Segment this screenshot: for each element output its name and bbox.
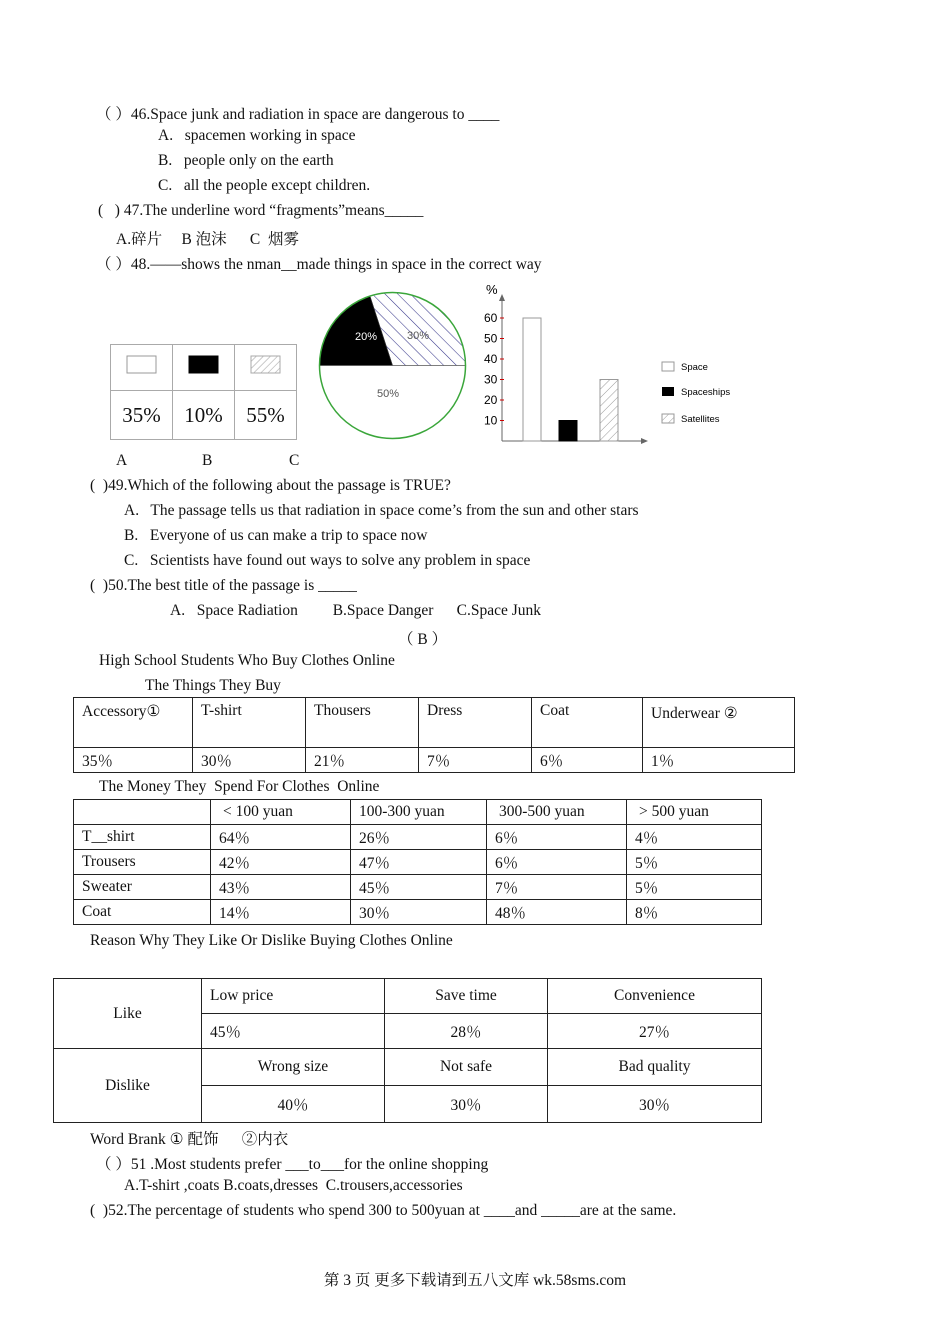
- dislike-label: Dislike: [54, 1049, 202, 1123]
- like-value-3: 27％: [548, 1014, 762, 1049]
- option-label-c: C: [289, 452, 300, 469]
- money-header-2: 100-300 yuan: [351, 800, 487, 825]
- money-header-3: 300-500 yuan: [487, 800, 627, 825]
- money-cell: 42％: [211, 850, 351, 875]
- dislike-value-1: 40％: [202, 1086, 385, 1123]
- money-cell: 5％: [627, 850, 762, 875]
- things-value-1: 35％: [74, 748, 193, 773]
- q49-option-b: B. Everyone of us can make a trip to space now: [124, 527, 428, 544]
- money-cell: 48％: [487, 900, 627, 925]
- x-arrow-icon: [641, 438, 648, 444]
- legend-satellites: Satellites: [681, 414, 720, 425]
- reason-table: [53, 978, 762, 1123]
- option-a-value-2: 10%: [173, 391, 235, 440]
- spaceships-swatch-cell: [173, 345, 235, 391]
- things-header-5: Coat: [532, 698, 643, 748]
- money-row-label: Coat: [74, 900, 211, 925]
- option-a-value-3: 55%: [235, 391, 297, 440]
- space-swatch: [126, 355, 158, 375]
- like-value-2: 28％: [385, 1014, 548, 1049]
- like-label: Like: [54, 979, 202, 1049]
- money-cell: 64％: [211, 825, 351, 850]
- money-header-1: < 100 yuan: [211, 800, 351, 825]
- money-row-label: T__shirt: [74, 825, 211, 850]
- bar-spaceships: [559, 421, 577, 442]
- money-title: The Money They Spend For Clothes Online: [99, 778, 380, 795]
- money-cell: 43％: [211, 875, 351, 900]
- option-label-b: B: [202, 452, 213, 469]
- q46-stem: （ ）46.Space junk and radiation in space are dangerous to ____: [96, 106, 500, 123]
- bar-tick-label: 10: [484, 413, 498, 428]
- bar-tick-label: 50: [484, 331, 498, 346]
- dislike-header-2: Not safe: [385, 1049, 548, 1086]
- table-row: [74, 825, 762, 850]
- bar-y-label: %: [486, 282, 498, 297]
- q46-option-c: C. all the people except children.: [158, 177, 371, 194]
- reason-title: Reason Why They Like Or Dislike Buying Clothes Online: [90, 932, 453, 949]
- option-c-bar-chart: [480, 280, 740, 450]
- bar-tick-label: 20: [484, 393, 498, 407]
- things-header-4: Dress: [419, 698, 532, 748]
- money-cell: 6％: [487, 850, 627, 875]
- q47-stem: ( ) 47.The underline word “fragments”means_____: [98, 202, 424, 219]
- bar-tick-label: 60: [484, 311, 498, 325]
- legend-space-swatch: [662, 362, 674, 371]
- like-header-1: Low price: [202, 979, 385, 1014]
- things-table: [73, 697, 795, 773]
- money-cell: 45％: [351, 875, 487, 900]
- space-swatch-cell: [111, 345, 173, 391]
- things-header-2: T-shirt: [193, 698, 306, 748]
- things-value-3: 21％: [306, 748, 419, 773]
- things-value-2: 30％: [193, 748, 306, 773]
- money-cell: 26％: [351, 825, 487, 850]
- dislike-header-3: Bad quality: [548, 1049, 762, 1086]
- things-value-4: 7％: [419, 748, 532, 773]
- q50-options: A. Space Radiation B.Space Danger C.Space Junk: [170, 602, 542, 619]
- dislike-value-3: 30％: [548, 1086, 762, 1123]
- bar-tick-label: 30: [484, 372, 498, 387]
- money-cell: 4％: [627, 825, 762, 850]
- money-cell: 7％: [487, 875, 627, 900]
- page-footer: 第 3 页 更多下载请到五八文库 wk.58sms.com: [323, 1272, 627, 1289]
- pie-label-2: 30%: [407, 330, 430, 342]
- option-a-value-1: 35%: [111, 391, 173, 440]
- q46-option-b: B. people only on the earth: [158, 152, 334, 169]
- word-bank: Word Brank ① 配饰 ②内衣: [90, 1131, 289, 1148]
- q48-stem: （ ）48.——shows the nman__made things in space in the correct way: [96, 256, 542, 273]
- things-value-6: 1％: [643, 748, 795, 773]
- dislike-header-1: Wrong size: [202, 1049, 385, 1086]
- satellites-swatch-cell: [235, 345, 297, 391]
- q50-stem: ( )50.The best title of the passage is _____: [90, 577, 357, 594]
- pie-slice-50: [320, 366, 466, 439]
- bar-tick-label: 40: [484, 352, 498, 366]
- like-value-1: 45％: [202, 1014, 385, 1049]
- spaceships-swatch: [188, 355, 220, 375]
- money-header-blank: [74, 800, 211, 825]
- money-row-label: Sweater: [74, 875, 211, 900]
- option-label-a: A: [116, 452, 128, 469]
- money-row-label: Trousers: [74, 850, 211, 875]
- satellites-swatch: [250, 355, 282, 375]
- things-header-3: Thousers: [306, 698, 419, 748]
- q46-option-a: A. spacemen working in space: [158, 127, 356, 144]
- legend-satellites-swatch: [662, 414, 674, 423]
- things-title: The Things They Buy: [145, 677, 281, 694]
- section-title: High School Students Who Buy Clothes Online: [99, 652, 395, 669]
- option-b-pie-chart: [315, 288, 470, 443]
- money-cell: 6％: [487, 825, 627, 850]
- q49-option-a: A. The passage tells us that radiation in space come’s from the sun and other stars: [124, 502, 639, 519]
- legend-space: Space: [681, 362, 708, 373]
- pie-label-1: 20%: [355, 331, 378, 343]
- table-row: [74, 900, 762, 925]
- legend-spaceships-swatch: [662, 387, 674, 396]
- q50-answer: （ B ）: [398, 631, 448, 648]
- q47-options: A.碎片 B 泡沫 C 烟雾: [116, 231, 299, 248]
- money-cell: 47％: [351, 850, 487, 875]
- q51-stem: （ ）51 .Most students prefer ___to___for the online shopping: [96, 1156, 489, 1173]
- like-header-2: Save time: [385, 979, 548, 1014]
- q52-stem: ( )52.The percentage of students who spend 300 to 500yuan at ____and _____are at the same.: [90, 1202, 677, 1219]
- q49-option-c: C. Scientists have found out ways to solve any problem in space: [124, 552, 531, 569]
- q51-options: A.T-shirt ,coats B.coats,dresses C.trousers,accessories: [124, 1177, 463, 1194]
- dislike-value-2: 30％: [385, 1086, 548, 1123]
- money-cell: 30％: [351, 900, 487, 925]
- like-header-3: Convenience: [548, 979, 762, 1014]
- money-header-4: > 500 yuan: [627, 800, 762, 825]
- y-arrow-icon: [499, 294, 505, 301]
- pie-label-3: 50%: [377, 388, 400, 400]
- things-value-5: 6％: [532, 748, 643, 773]
- bar-satellites: [600, 380, 618, 442]
- things-header-1: Accessory①: [74, 698, 193, 748]
- bar-space: [523, 318, 541, 441]
- legend-spaceships: Spaceships: [681, 387, 731, 398]
- table-row: [74, 850, 762, 875]
- money-cell: 8％: [627, 900, 762, 925]
- q49-stem: ( )49.Which of the following about the passage is TRUE?: [90, 477, 451, 494]
- money-cell: 14％: [211, 900, 351, 925]
- things-header-6: Underwear ②: [643, 698, 795, 748]
- money-cell: 5％: [627, 875, 762, 900]
- table-row: [74, 875, 762, 900]
- option-a-figure: [110, 344, 297, 440]
- money-table: [73, 799, 762, 925]
